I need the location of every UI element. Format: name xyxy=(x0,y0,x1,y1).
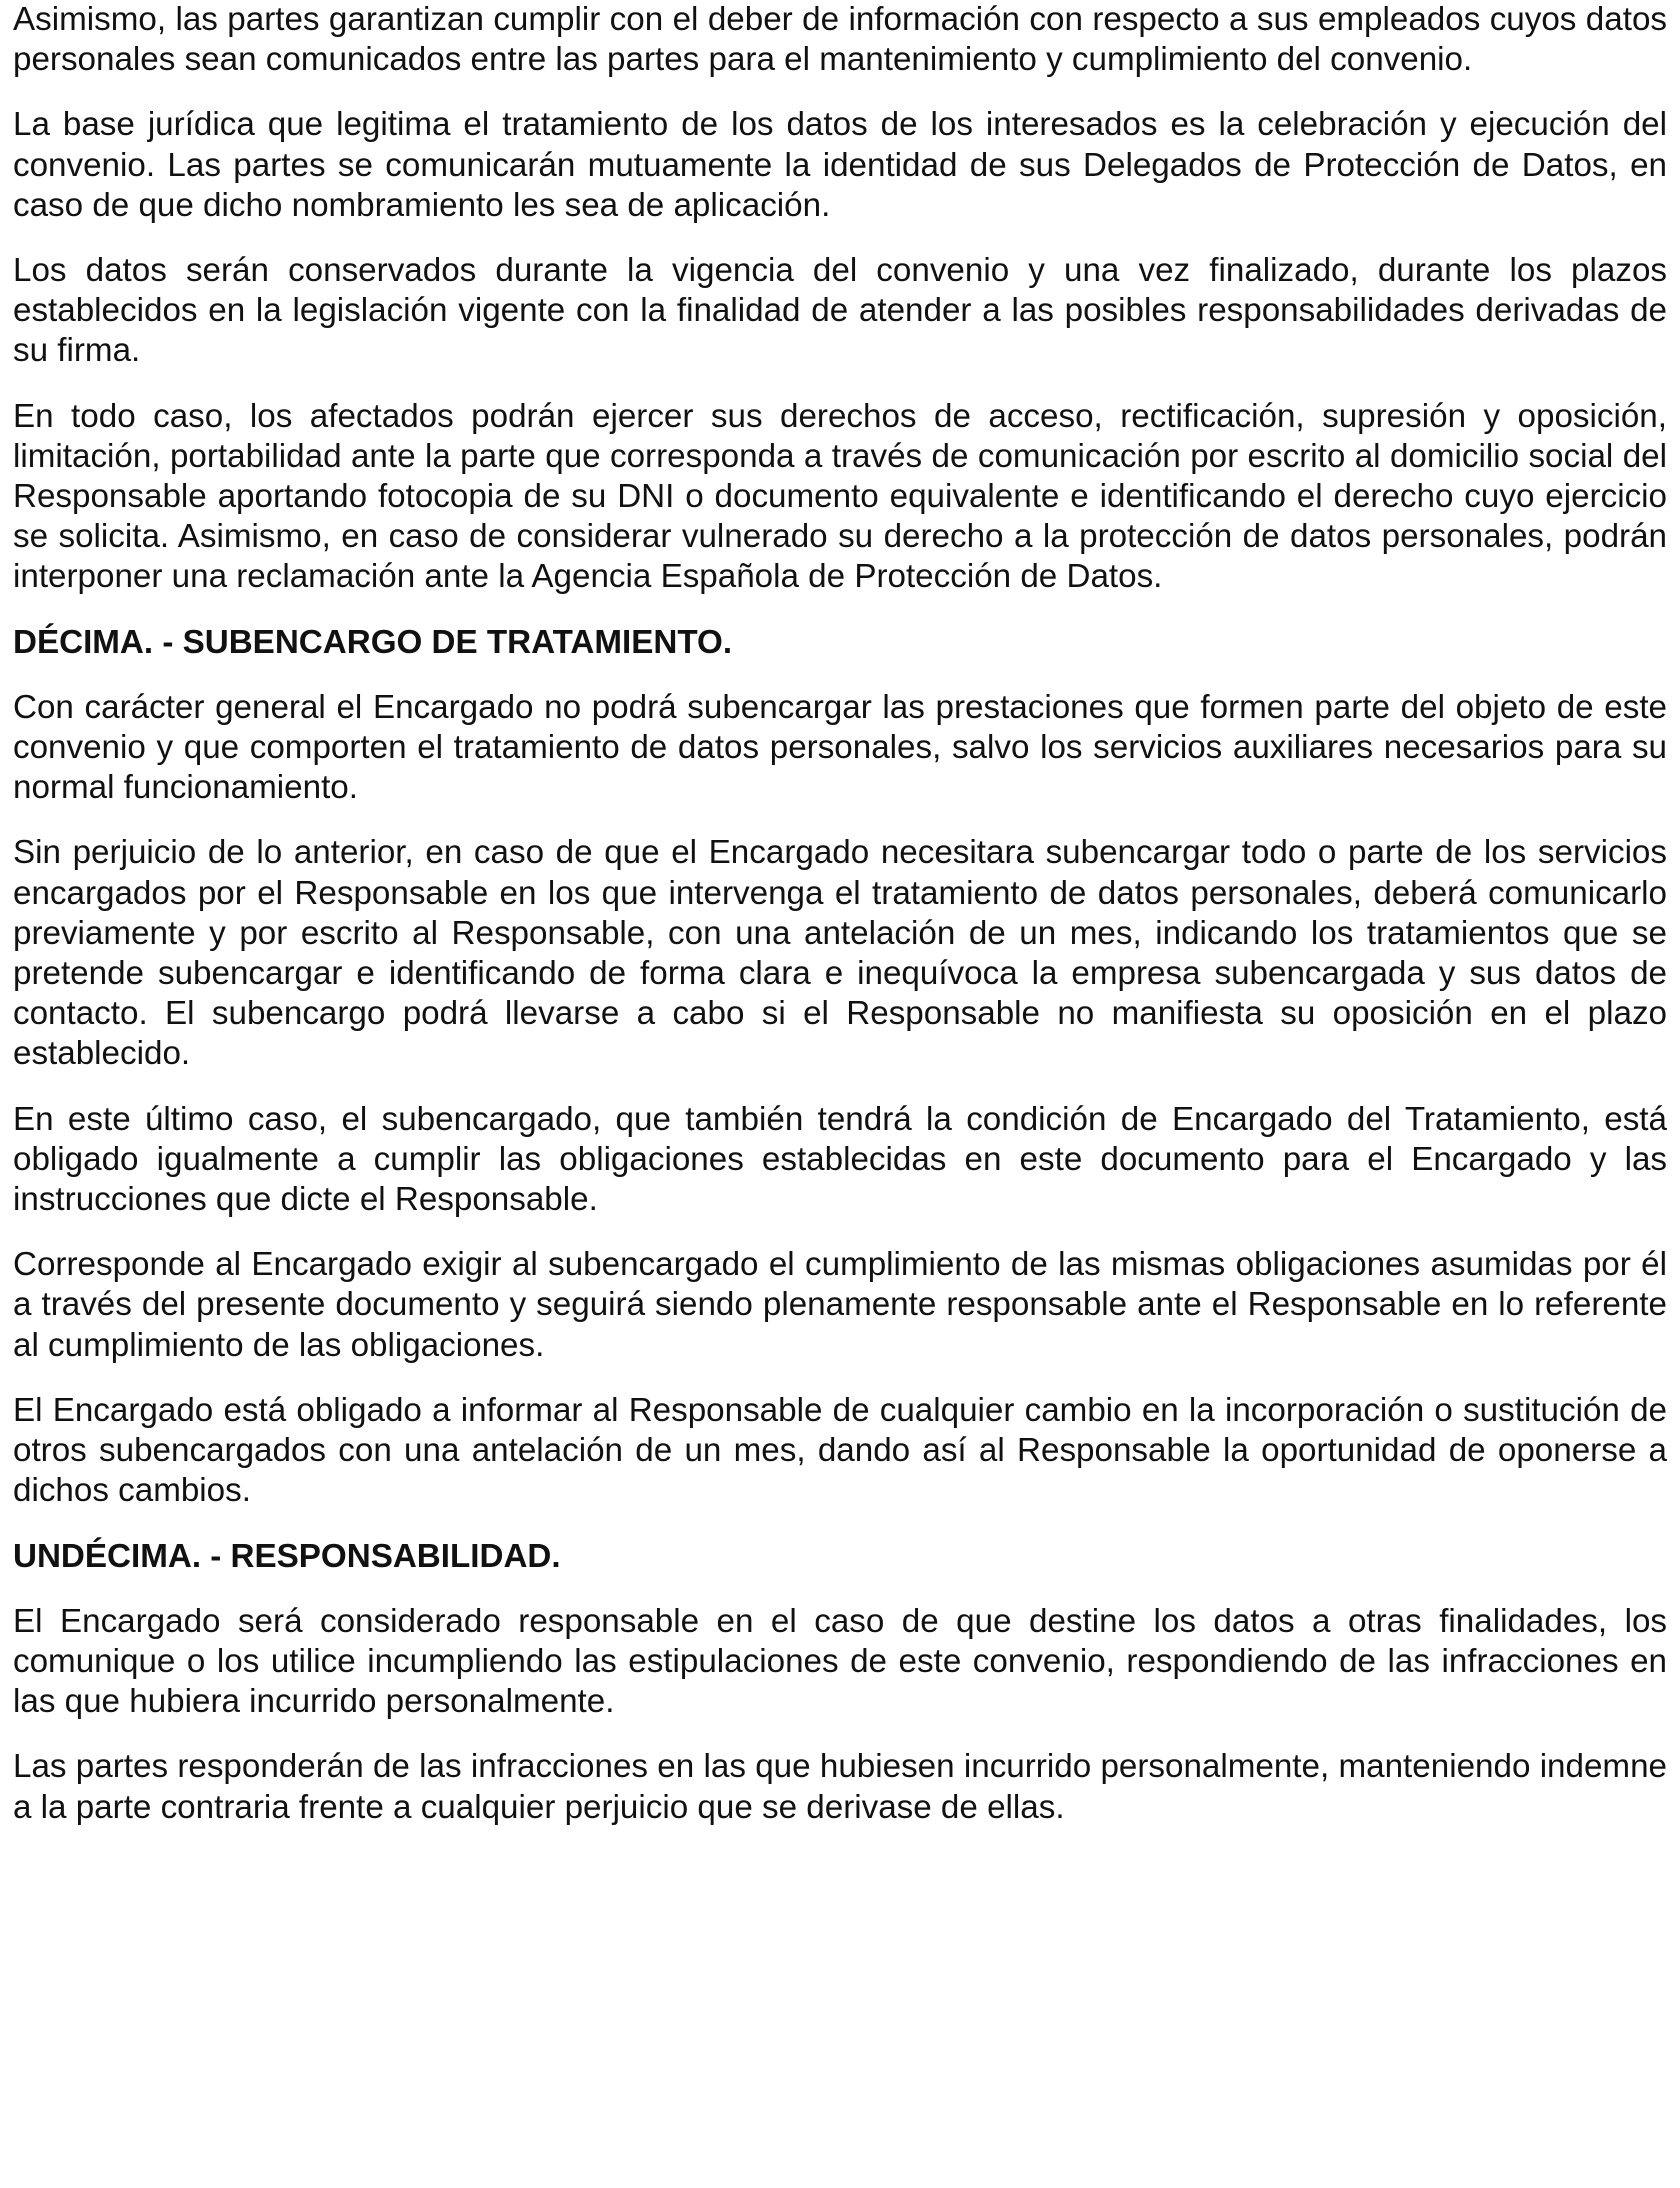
paragraph-undecima-1: El Encargado será considerado responsable en el caso de que destine los datos a otras finalidades, los comunique o los utilice incumpliendo las estipulaciones de este convenio, respondiendo de las infracciones en las que hubiera incurrido personalmente. xyxy=(13,1602,1667,1721)
paragraph-decima-4: Corresponde al Encargado exigir al subencargado el cumplimiento de las mismas obligaciones asumidas por él a través del presente documento y seguirá siendo plenamente responsable ante el Responsable en lo referente al cumplimiento de las obligaciones. xyxy=(13,1246,1667,1364)
paragraph-base-juridica: La base jurídica que legitima el tratamiento de los datos de los interesados es la celebración y ejecución del convenio. Las partes se comunicarán mutuamente la identidad de sus Delegados de Protección de Datos, en caso de que dicho nombramiento les sea de aplicación. xyxy=(13,106,1667,224)
document-page xyxy=(13,0,1667,1853)
paragraph-decima-5: El Encargado está obligado a informar al Responsable de cualquier cambio en la incorporación o sustitución de otros subencargados con una antelación de un mes, dando así al Responsable la oportunidad de oponerse a dichos cambios. xyxy=(13,1391,1667,1510)
paragraph-informacion-empleados: Asimismo, las partes garantizan cumplir con el deber de información con respecto a sus empleados cuyos datos personales sean comunicados entre las partes para el mantenimiento y cumplimiento del convenio. xyxy=(13,1,1667,79)
section-heading-undecima: UNDÉCIMA. - RESPONSABILIDAD. xyxy=(13,1537,561,1575)
paragraph-decima-1: Con carácter general el Encargado no podrá subencargar las prestaciones que formen parte del objeto de este convenio y que comporten el tratamiento de datos personales, salvo los servicios auxiliares necesarios para su normal funcionamiento. xyxy=(13,688,1667,807)
paragraph-derechos-afectados: En todo caso, los afectados podrán ejercer sus derechos de acceso, rectificación, supresión y oposición, limitación, portabilidad ante la parte que corresponda a través de comunicación por escrito al domicilio social del Responsable aportando fotocopia de su DNI o documento equivalente e identificando el derecho cuyo ejercicio se solicita. Asimismo, en caso de considerar vulnerado su derecho a la protección de datos personales, podrán interponer una reclamación ante la Agencia Española de Protección de Datos. xyxy=(13,397,1667,596)
section-heading-decima: DÉCIMA. - SUBENCARGO DE TRATAMIENTO. xyxy=(13,623,733,661)
paragraph-undecima-2: Las partes responderán de las infracciones en las que hubiesen incurrido personalmente, manteniendo indemne a la parte contraria frente a cualquier perjuicio que se derivase de ellas. xyxy=(13,1748,1667,1826)
paragraph-conservacion-datos: Los datos serán conservados durante la vigencia del convenio y una vez finalizado, durante los plazos establecidos en la legislación vigente con la finalidad de atender a las posibles responsabilidades derivadas de su firma. xyxy=(13,252,1667,370)
paragraph-decima-2: Sin perjuicio de lo anterior, en caso de que el Encargado necesitara subencargar todo o parte de los servicios encargados por el Responsable en los que intervenga el tratamiento de datos personales, deberá comunicarlo previamente y por escrito al Responsable, con una antelación de un mes, indicando los tratamientos que se pretende subencargar e identificando de forma clara e inequívoca la empresa subencargada y sus datos de contacto. El subencargo podrá llevarse a cabo si el Responsable no manifiesta su oposición en el plazo establecido. xyxy=(13,834,1667,1073)
paragraph-decima-3: En este último caso, el subencargado, que también tendrá la condición de Encargado del Tratamiento, está obligado igualmente a cumplir las obligaciones establecidas en este documento para el Encargado y las instrucciones que dicte el Responsable. xyxy=(13,1100,1667,1219)
